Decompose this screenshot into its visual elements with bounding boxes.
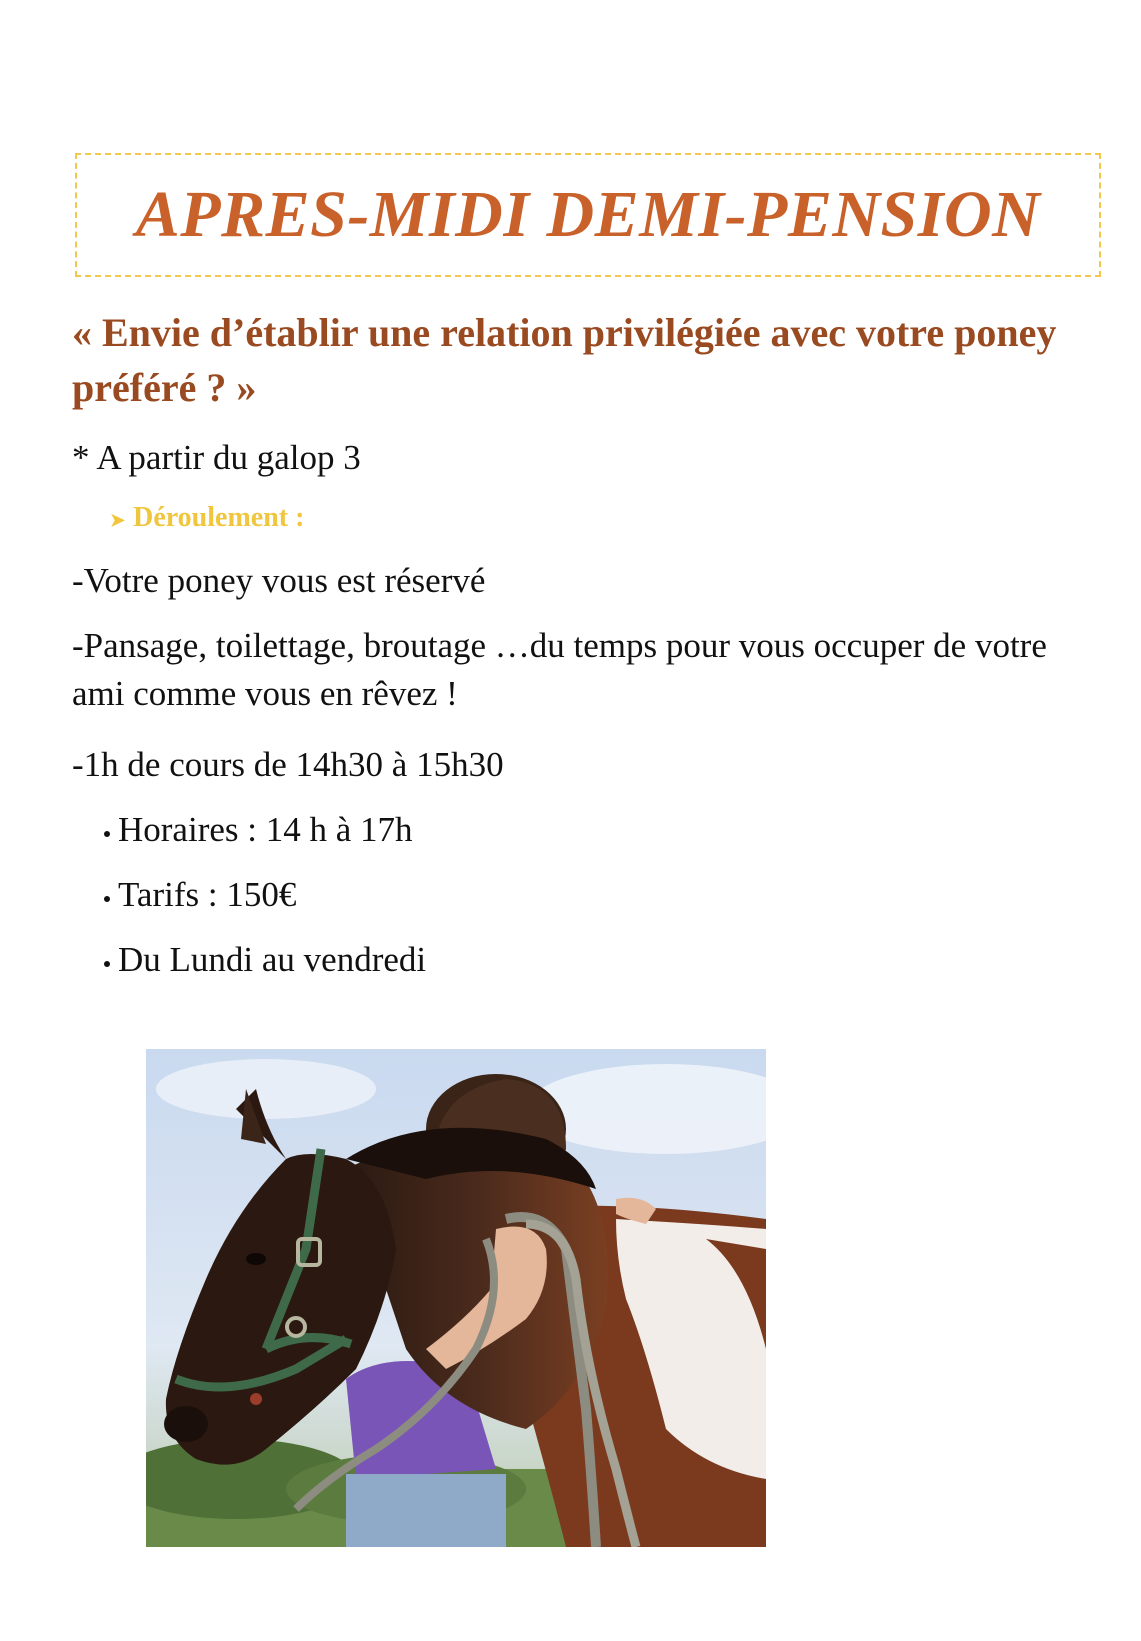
arrow-bullet-icon: ➤: [110, 510, 126, 530]
deroulement-item-reserved: -Votre poney vous est réservé: [72, 561, 486, 600]
deroulement-heading-label: Déroulement :: [133, 502, 305, 533]
horse-hug-illustration: [146, 1049, 766, 1547]
deroulement-item-lesson: -1h de cours de 14h30 à 15h30: [72, 745, 504, 784]
detail-days: [104, 936, 426, 984]
tagline: « Envie d’établir une relation privilégiée avec votre poney préféré ? »: [72, 310, 1057, 410]
deroulement-heading: [110, 500, 304, 536]
horse-hug-photo: [146, 1049, 766, 1547]
bullet-icon: [104, 896, 110, 902]
level-requirement: * A partir du galop 3: [72, 438, 361, 477]
detail-price: [104, 871, 296, 919]
deroulement-item-grooming: -Pansage, toilettage, broutage …du temps pour vous occuper de votre ami comme vous en rêvez !: [72, 626, 1047, 713]
title-frame: [75, 153, 1101, 277]
bullet-icon: [104, 961, 110, 967]
bullet-icon: [104, 831, 110, 837]
page-title: APRES-MIDI DEMI-PENSION: [135, 178, 1041, 251]
detail-days-text: Du Lundi au vendredi: [118, 940, 427, 979]
detail-hours-text: Horaires : 14 h à 17h: [118, 810, 413, 849]
detail-hours: [104, 806, 413, 854]
detail-price-text: Tarifs : 150€: [118, 875, 297, 914]
